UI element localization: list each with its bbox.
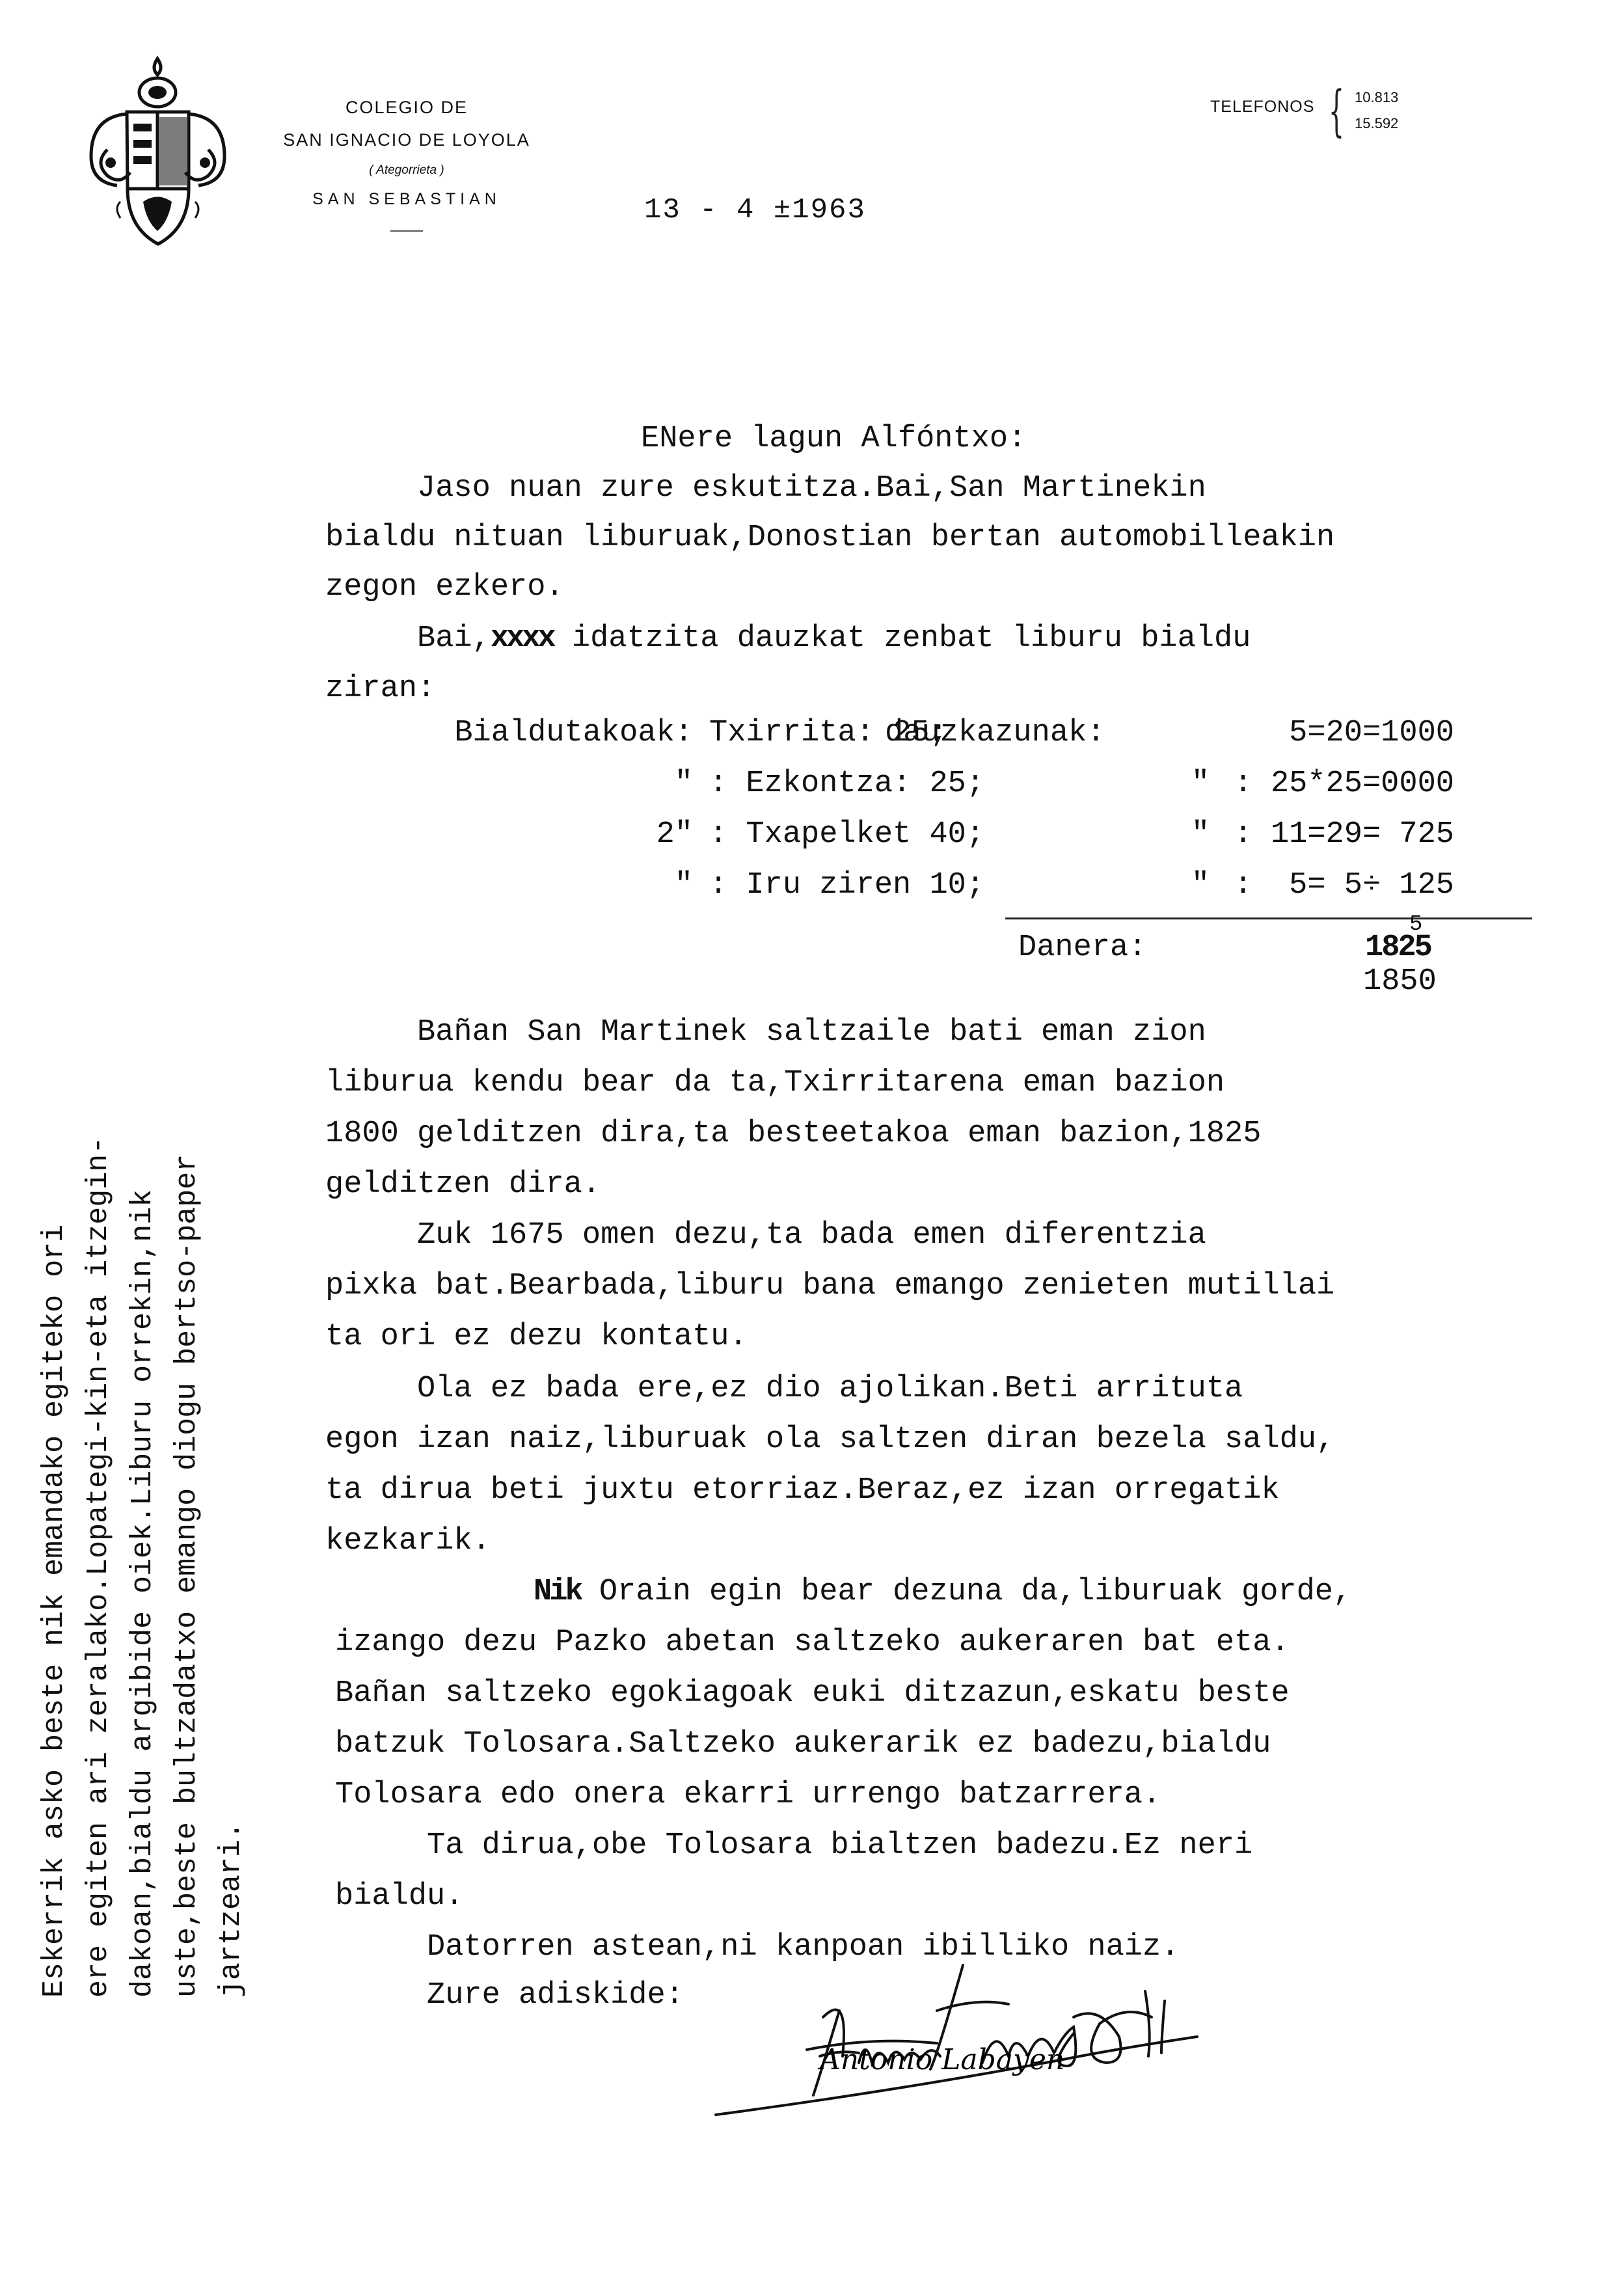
body-line: Ola ez bada ere,ez dio ajolikan.Beti arrituta [325, 1372, 1243, 1406]
signature-name [817, 2043, 1064, 2076]
table-cell: " [1191, 767, 1210, 801]
letter-date: 13 - 4 ±1963 [644, 194, 866, 226]
closing: Zure adiskide: [335, 1978, 684, 2013]
margin-note [38, 1087, 252, 1998]
table-cell: : Txapelket 40; [709, 817, 985, 852]
sum-divider [1005, 917, 1532, 919]
struck-total: 1825 [1365, 930, 1431, 965]
body-line: Jaso nuan zure eskutitza.Bai,San Martinekin [325, 471, 1206, 506]
table-cell: Bialdutakoak: [454, 716, 693, 750]
letterhead-rule [390, 230, 423, 232]
table-cell: : 5= 5÷ 125 [1234, 868, 1454, 903]
body-line: Ta dirua,obe Tolosara bialtzen badezu.Ez neri [335, 1828, 1253, 1863]
table-cell: 5=20=1000 [1289, 716, 1454, 750]
total-correction: 5 [1409, 912, 1423, 937]
body-line: gelditzen dira. [325, 1167, 601, 1202]
table-cell: : 11=29= 725 [1234, 817, 1454, 852]
body-line: pixka bat.Bearbada,liburu bana emango zenieten mutillai [325, 1269, 1335, 1303]
margin-note-line: jartzeari. [215, 1821, 248, 1998]
table-cell: " [1191, 868, 1210, 903]
brace-icon: { [1329, 79, 1345, 143]
coat-of-arms-icon [81, 52, 234, 254]
margin-note-line: uste,beste bultzadatxo emango diogu bertso-paper [170, 1154, 204, 1998]
table-cell: 2" [656, 817, 693, 852]
body-line: ta dirua beti juxtu etorriaz.Beraz,ez izan orregatik [325, 1473, 1280, 1508]
institution-line4: SAN SEBASTIAN [312, 190, 501, 208]
salutation: ENere lagun Alfóntxo: [641, 422, 1027, 456]
body-line: bialdu. [335, 1879, 464, 1914]
phone-number: 15.592 [1355, 115, 1399, 131]
body-line: Zuk 1675 omen dezu,ta bada emen diferentzia [325, 1218, 1206, 1253]
phone-number: 10.813 [1355, 89, 1399, 105]
body-line: ta ori ez dezu kontatu. [325, 1320, 748, 1354]
letterhead [257, 91, 556, 232]
struck-text: Nik [534, 1575, 581, 1609]
margin-note-line: Eskerrik asko beste nik emandako egiteko ori [38, 1224, 71, 1998]
body-line: Datorren astean,ni kanpoan ibilliko naiz. [335, 1930, 1180, 1964]
body-line: Bañan saltzeko egokiagoak euki ditzazun,eskatu beste [335, 1676, 1290, 1711]
institution-line2: SAN IGNACIO DE LOYOLA [283, 130, 530, 150]
text-segment: Orain egin bear dezuna da,liburuak gorde, [580, 1575, 1352, 1609]
body-line [534, 1575, 1351, 1609]
table-row [426, 868, 1454, 917]
body-line: Bañan San Martinek saltzaile bati eman zion [325, 1015, 1206, 1050]
body-line: izango dezu Pazko abetan saltzeko aukeraren bat eta. [335, 1625, 1290, 1660]
handwritten-signature-icon [709, 1939, 1230, 2121]
table-row [426, 767, 1454, 815]
body-line: kezkarik. [325, 1524, 491, 1558]
body-line: zegon ezkero. [325, 570, 564, 604]
margin-note-line: ere egiten ari zeralako.Lopategi-kin-eta itzegin- [82, 1136, 115, 1998]
body-line: egon izan naiz,liburuak ola saltzen diran bezela saldu, [325, 1422, 1335, 1457]
text-segment: idatzita dauzkat zenbat liburu bialdu [553, 621, 1251, 656]
table-cell: : 25*25=0000 [1234, 767, 1454, 801]
institution-line1: COLEGIO DE [345, 98, 468, 117]
table-cell: " [1191, 817, 1210, 852]
body-line: bialdu nituan liburuak,Donostian bertan automobilleakin [325, 521, 1335, 555]
body-line: 1800 gelditzen dira,ta besteetakoa eman bazion,1825 [325, 1117, 1262, 1151]
body-line [325, 621, 1251, 656]
table-cell: dauzkazunak: [885, 716, 1105, 750]
telefonos-label: TELEFONOS [1210, 98, 1315, 116]
table-cell: " [674, 868, 693, 903]
table-cell: Txirrita: 25; [709, 716, 948, 750]
margin-note-line: dakoan,bialdu argibide oiek.Liburu orrekin,nik [126, 1189, 159, 1998]
table-row [426, 716, 1454, 765]
body-line: ziran: [325, 672, 436, 706]
struck-text: xxxx [490, 621, 554, 656]
total-value: 1850 [1363, 964, 1437, 999]
body-line: batzuk Tolosara.Saltzeko aukerarik ez badezu,bialdu [335, 1727, 1271, 1761]
danera-label: Danera: [1018, 930, 1147, 965]
table-cell: " [674, 767, 693, 801]
body-line: liburua kendu bear da ta,Txirritarena eman bazion [325, 1066, 1225, 1100]
table-cell: : Ezkontza: 25; [709, 767, 985, 801]
body-line: Tolosara edo onera ekarri urrengo batzarrera. [335, 1778, 1161, 1812]
table-cell: : Iru ziren 10; [709, 868, 985, 903]
table-row [426, 817, 1454, 866]
institution-line3: ( Ategorrieta ) [369, 163, 444, 177]
text-segment: Bai, [325, 621, 491, 656]
